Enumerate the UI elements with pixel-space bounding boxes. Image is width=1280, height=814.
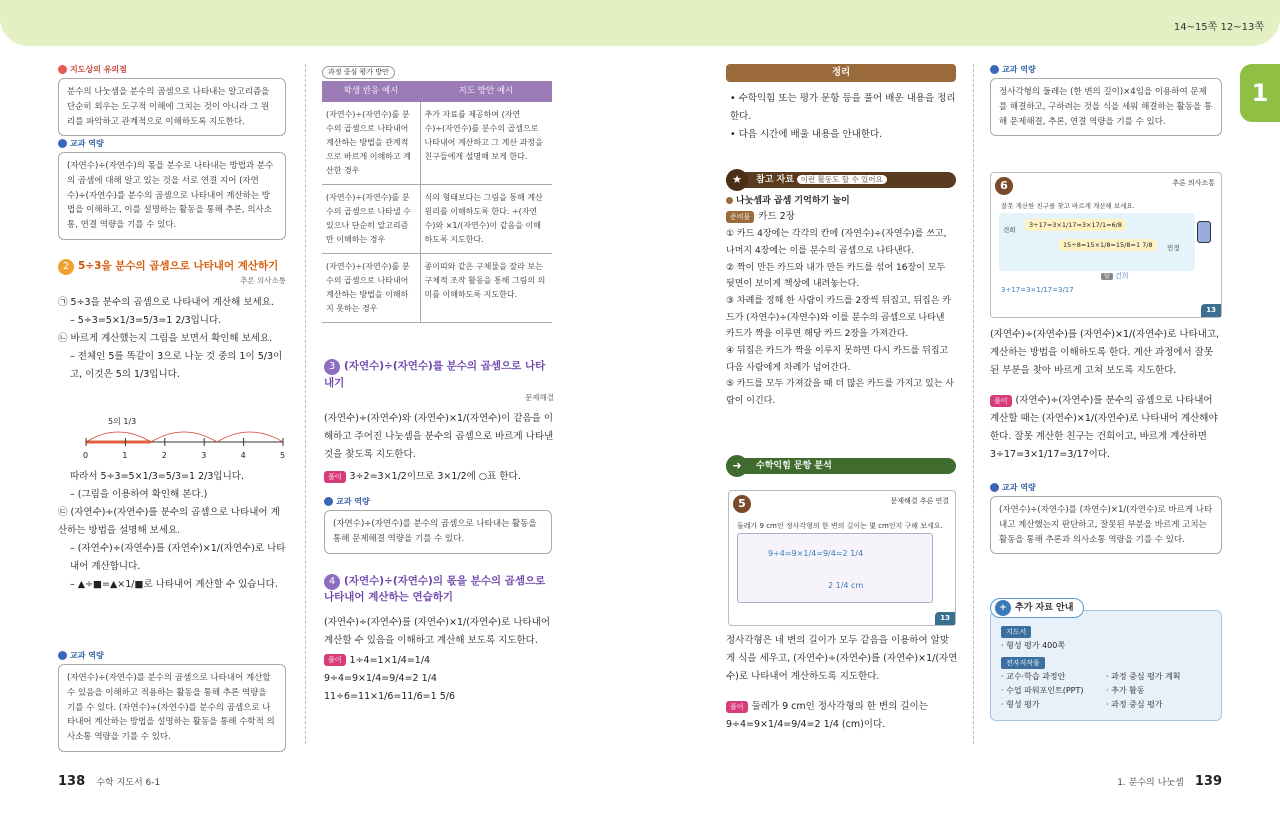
jeongri-title: 정리 (726, 64, 956, 82)
list-item: – 5÷3=5×1/3=5/3=1 2/3입니다. (70, 315, 222, 327)
speech-1: 3÷17=3×1/17=3×17/1=6/8 (1025, 219, 1126, 231)
notebook-area (737, 533, 933, 603)
digital-list (1001, 670, 1211, 712)
list-item: ④ 뒤집은 카드가 짝을 이루지 못하면 다시 카드를 뒤집고 다음 사람에게 차례가 넘어간다. (726, 345, 949, 373)
solution-line: 9÷4=9×1/4=9/4=2 1/4 (324, 672, 437, 684)
section-title: 5÷3을 분수의 곱셈으로 나타내어 계산하기 (78, 260, 279, 272)
arrow-icon: ➜ (726, 455, 748, 477)
table-title: 과정 중심 평가 방안 (322, 66, 395, 79)
exercise-question: 잘못 계산한 친구를 찾고 바르게 계산해 보세요. (1001, 202, 1135, 210)
exercise-6-solution: 풀이 (자연수)÷(자연수)를 분수의 곱셈으로 나타내어 계산할 때는 (자연수)×1/(자연수)로 나타내어 계산해야 한다. 잘못 계산한 친구는 건희이고, 바르게 계산하면 3÷17=3×1/17=3/17이다. (990, 395, 1218, 461)
page-number: 139 (1194, 774, 1222, 789)
solution-line: 풀이 1÷4=1×1/4=1/4 (324, 652, 554, 670)
competency-icon (990, 65, 999, 74)
exercise-answer: 2 1/4 cm (828, 581, 864, 590)
table-header: 학생 반응 예시 (322, 81, 420, 102)
suhak-solution: 풀이 둘레가 9 cm인 정사각형의 한 변의 길이는 9÷4=9×1/4=9/4=2 1/4 (cm)이다. (726, 701, 928, 731)
exercise-tags: 문제해결 추론 연결 (890, 497, 949, 505)
column-divider (305, 64, 306, 744)
number-line-tick-label: 4 (240, 451, 246, 460)
game-title: 나눗셈과 곱셈 기억하기 놀이 (726, 194, 956, 208)
list-item: ③ 차례를 정해 한 사람이 카드를 2장씩 뒤집고, 뒤집은 카드가 (자연수)÷(자연수)와 이를 분수의 곱셈으로 나타낸 카드가 짝을 이루면 해당 카드 2장을 가져간다. (726, 296, 951, 340)
list-item: · 수업 파워포인트(PPT) (1001, 686, 1084, 695)
list-item: · 과정 중심 평가 (1106, 700, 1163, 709)
note-body: 분수의 나눗셈을 분수의 곱셈으로 나타내는 알고리즘을 단순히 외우는 도구적 이해에 그치는 것이 아니라 그 원리를 파악하고 관계적으로 이해하도록 지도한다. (58, 78, 286, 137)
list-item: ㉡ 바르게 계산했는지 그림을 보면서 확인해 보세요. (58, 333, 273, 345)
section-2-body (58, 294, 288, 384)
solution-line: 11÷6=11×1/6=11/6=1 5/6 (324, 690, 455, 702)
answer-label: 답 건희 (1101, 271, 1129, 282)
section-body: (자연수)÷(자연수)와 (자연수)×1/(자연수)이 같음을 이해하고 주어진 나눗셈을 분수의 곱셈으로 바르게 나타낸 것을 찾도록 지도한다. (324, 413, 554, 461)
table-row: (자연수)÷(자연수)를 분수의 곱셈으로 나타내어 계산하는 방법을 이해하지 못하는 경우 종이띠와 같은 구체물을 잘라 보는 구체적 조작 활동을 통해 그림의 의미를 이해하도록 지도한다. (322, 254, 552, 323)
reference-section (726, 172, 956, 409)
number-line (78, 412, 288, 466)
exercise-number: 5 (733, 495, 751, 513)
note-competency-5: 교과 역량 (자연수)÷(자연수)를 (자연수)×1/(자연수)로 바르게 나타내고 계산했는지 판단하고, 잘못된 부분을 바르게 고치는 활동을 통해 추론과 의사소통 역량을 기를 수 있다. (990, 482, 1222, 554)
footer-right (1117, 772, 1222, 793)
list-item: ② 짝이 만든 카드와 내가 만든 카드를 섞어 16장이 모두 뒷면이 보이게 책상에 내려놓는다. (726, 262, 946, 290)
kid-2: 민정 (1167, 244, 1180, 252)
note-tag: 지도상의 유의점 (58, 64, 286, 77)
number-line-tick-label: 5 (280, 451, 286, 460)
number-line-tick-label: 1 (122, 451, 128, 460)
jeongri-item: • 다음 시간에 배울 내용을 안내한다. (730, 129, 883, 141)
top-band (0, 0, 1280, 46)
list-item: – (자연수)÷(자연수)를 (자연수)×1/(자연수)로 나타내어 계산합니다. (70, 543, 286, 573)
extra-title: 추가 자료 안내 (1015, 603, 1074, 613)
exercise-equation: 9÷4=9×1/4=9/4=2 1/4 (768, 549, 864, 558)
section-2-body-2 (58, 468, 288, 594)
exercise-page: 13 (935, 612, 955, 625)
list-item: – 전체인 5를 똑같이 3으로 나눈 것 중의 1이 5/3이고, 이것은 5의 1/3입니다. (70, 351, 283, 381)
note-competency-2: 교과 역량 (자연수)÷(자연수)를 분수의 곱셈으로 나타내어 계산할 수 있음을 이해하고 적용하는 활동을 통해 추론 역량을 기를 수 있다. (자연수)÷(자연수)를 분수의 곱셈으로 나타내어 계산하는 방법을 설명하는 활동을 통해 수학적 의사소통 역량을 기를 수 있다. (58, 650, 286, 752)
list-item: · 과정 중심 평가 계획 (1106, 672, 1181, 681)
prep-label: 준비물 (726, 211, 754, 223)
solution-label: 풀이 (324, 471, 346, 483)
extra-materials (990, 598, 1222, 721)
table-row: (자연수)÷(자연수)를 분수의 곱셈으로 나타내어 계산하는 방법을 관계적으로 바르게 이해하고 계산한 경우 추가 자료를 제공하여 (자연수)÷(자연수)를 분수의 곱셈으로 나타내어 계산하고 그 계산 과정을 친구들에게 설명해 보게 한다. (322, 102, 552, 185)
list-item: · 교수·학습 과정안 (1001, 672, 1066, 681)
section-4 (324, 574, 554, 706)
exercise-6-card (990, 172, 1222, 318)
chapter-tab[interactable]: 1 (1240, 64, 1280, 122)
prep: 준비물 카드 2장 (726, 208, 956, 226)
speech-2: 15÷8=15×1/8=15/8=1 7/8 (1059, 239, 1157, 251)
exercise-number: 6 (995, 177, 1013, 195)
exercise-5-card (728, 490, 956, 626)
footer-title: 수학 지도서 6-1 (96, 778, 161, 788)
jeongri-item: • 수학익힘 또는 평가 문항 등을 풀어 배운 내용을 정리한다. (730, 93, 956, 123)
list-item: 따라서 5÷3=5×1/3=5/3=1 2/3입니다. (70, 471, 244, 482)
solution: 풀이 3÷2=3×1/2이므로 3×1/2에 ○표 한다. (324, 468, 554, 486)
star-icon: ★ (726, 169, 748, 191)
table-header: 지도 방안 예시 (420, 81, 552, 102)
game-steps (726, 226, 956, 409)
digital-label: 전자저작물 (1001, 657, 1045, 669)
plus-icon: + (995, 600, 1011, 616)
correct-equation: 3÷17=3×1/17=3/17 (1001, 286, 1074, 294)
assessment-table-block (322, 64, 554, 323)
section-title: (자연수)÷(자연수)의 몫을 분수의 곱셈으로 나타내어 계산하는 연습하기 (324, 575, 546, 603)
number-line-tick-label: 2 (161, 451, 167, 460)
list-item: · 추가 활동 (1106, 686, 1145, 695)
footer-left (58, 772, 160, 793)
section-number: 3 (324, 359, 340, 375)
section-2-heading (58, 258, 286, 287)
number-line-label: 5의 1/3 (108, 417, 137, 426)
competency-icon (324, 497, 333, 506)
solution-label: 풀이 (990, 395, 1012, 407)
exercise-page: 13 (1201, 304, 1221, 317)
exercise-question: 둘레가 9 cm인 정사각형의 한 변의 길이는 몇 cm인지 구해 보세요. (737, 522, 943, 530)
section-body: (자연수)÷(자연수)를 (자연수)×1/(자연수)로 나타내어 계산할 수 있음을 이해하고 계산해 보도록 지도한다. (324, 616, 551, 646)
section-3 (324, 358, 554, 486)
number-line-tick-label: 0 (83, 451, 89, 460)
tablet-icon (1197, 221, 1211, 243)
guide-label: 지도서 (1001, 626, 1031, 638)
note-competency-3: 교과 역량 (자연수)÷(자연수)를 분수의 곱셈으로 나타내는 활동을 통해 문제해결 역량을 기를 수 있다. (324, 496, 552, 554)
suhak-bar: 수학익힘 문항 분석 (726, 458, 956, 474)
list-item: ㉢ (자연수)÷(자연수)를 분수의 곱셈으로 나타내어 계산하는 방법을 설명해 보세요. (58, 507, 280, 537)
number-line-tick-label: 3 (201, 451, 207, 460)
section-number: 4 (324, 574, 340, 590)
column-divider (973, 64, 974, 744)
footer-title: 1. 분수의 나눗셈 (1117, 778, 1184, 788)
note-competency-1: 교과 역량 (자연수)÷(자연수)의 몫을 분수로 나타내는 방법과 분수의 곱셈에 대해 알고 있는 것을 서로 연결 지어 (자연수)÷(자연수)를 분수의 곱셈으로 나타내어 계산하는 방법을 이해하고, 이를 설명하는 활동을 통해 추론, 의사소통, 연결 역량을 기를 수 있다. (58, 138, 286, 240)
list-item: · 형성 평가 (1001, 700, 1040, 709)
competency-icon (58, 651, 67, 660)
solution-label: 풀이 (324, 654, 346, 666)
section-title: (자연수)÷(자연수)를 분수의 곱셈으로 나타내기 (324, 360, 546, 389)
suhak-section (726, 458, 956, 474)
assessment-table (322, 81, 552, 323)
list-item: – (그림을 이용하여 확인해 본다.) (70, 489, 208, 501)
exercise-6-text: (자연수)÷(자연수)를 (자연수)×1/(자연수)로 나타내고, 계산하는 방법을 이해하도록 한다. 계산 과정에서 잘못된 부분을 찾아 바르게 고쳐 보도록 지도한다. (990, 329, 1220, 377)
speech-area (999, 213, 1195, 271)
table-row: (자연수)÷(자연수)를 분수의 곱셈으로 나타낼 수 있으나 단순히 알고리즘만 이해하는 경우 식의 형태보다는 그림을 통해 계산 원리를 이해하도록 한다. ÷(자연수)와 ×1/(자연수)이 같음을 이해하도록 지도한다. (322, 185, 552, 254)
page-references: 14~15쪽 12~13쪽 (1173, 22, 1264, 33)
section-number: 2 (58, 259, 74, 275)
suhak-text: 정사각형은 네 변의 길이가 모두 같음을 이용하여 알맞게 식을 세우고, (자연수)÷(자연수)를 (자연수)×1/(자연수)로 나타내어 계산하도록 지도한다. (726, 635, 958, 683)
exercise-tags: 추론 의사소통 (1172, 179, 1215, 187)
competency-icon (58, 139, 67, 148)
reference-bar: 참고 자료 이런 활동도 할 수 있어요 (726, 172, 956, 188)
kid-1: 건희 (1003, 226, 1016, 234)
list-item: · 형성 평가 400쪽 (1001, 641, 1066, 650)
jeongri-section (726, 64, 956, 144)
note-competency-4: 교과 역량 정사각형의 둘레는 (한 변의 길이)×4임을 이용하여 문제를 해결하고, 구하려는 것을 식을 세워 해결하는 활동을 통해 문제해결, 추론, 연결 역량을 기를 수 있다. (990, 64, 1222, 136)
list-item: ① 카드 4장에는 각각의 칸에 (자연수)÷(자연수)를 쓰고, 나머지 4장에는 이를 분수의 곱셈으로 나타낸다. (726, 229, 947, 257)
list-item: – ▲÷■=▲×1/■로 나타내어 계산할 수 있습니다. (70, 579, 278, 591)
competency-icon (990, 483, 999, 492)
list-item: ㉠ 5÷3을 분수의 곱셈으로 나타내어 계산해 보세요. (58, 297, 274, 308)
solution-label: 풀이 (726, 701, 748, 713)
section-tag: 문제해결 (525, 393, 554, 402)
note-caution (58, 64, 286, 136)
page-number: 138 (58, 774, 86, 789)
warning-icon (58, 65, 67, 74)
section-tags: 추론 의사소통 (240, 276, 286, 285)
list-item: ⑤ 카드를 모두 가져갔을 때 더 많은 카드를 가지고 있는 사람이 이긴다. (726, 379, 954, 406)
